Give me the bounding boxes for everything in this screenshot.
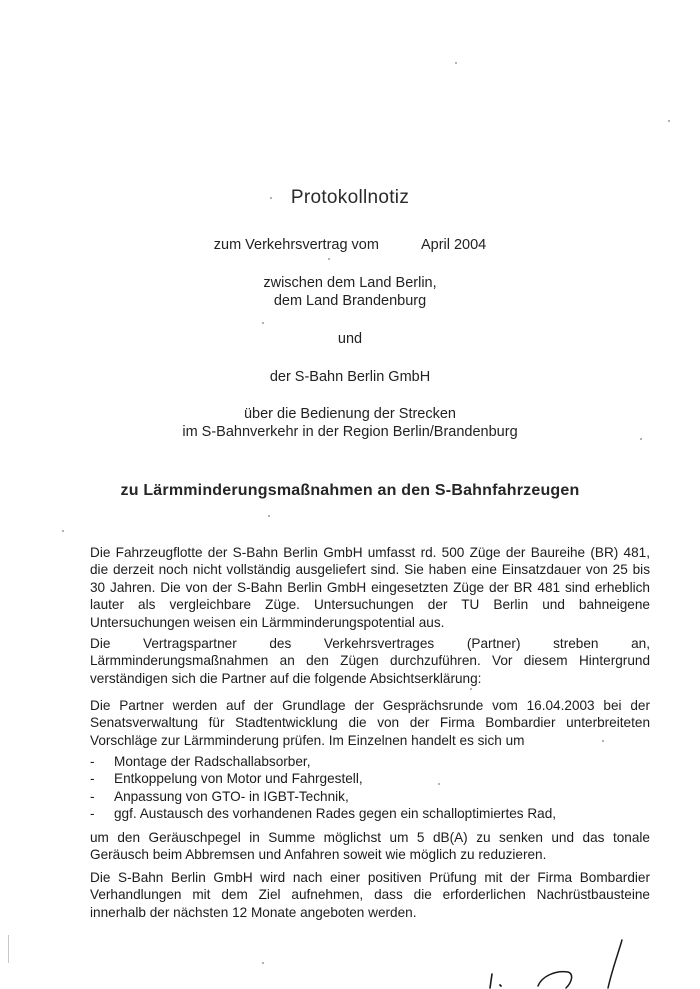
list-item-text: Anpassung von GTO- in IGBT-Technik, bbox=[114, 788, 349, 804]
paragraph-goal: um den Geräuschpegel in Summe möglichst um 5 dB(A) zu senken und das tonale Geräusch beim Abbremsen und Anfahren soweit wie möglich zu reduzieren. bbox=[90, 830, 650, 863]
conjunction-line: und bbox=[337, 331, 363, 347]
scope-line: über die Bedienung der Strecken bbox=[243, 406, 456, 422]
party-brandenburg-line: dem Land Brandenburg bbox=[273, 293, 427, 309]
scan-speck bbox=[62, 530, 64, 532]
list-item bbox=[90, 770, 650, 787]
handwritten-signature bbox=[470, 930, 640, 989]
contract-reference-prefix: zum Verkehrsvertrag vom bbox=[213, 237, 379, 253]
measures-list bbox=[90, 753, 650, 823]
party-berlin-line: zwischen dem Land Berlin, bbox=[263, 275, 437, 291]
scan-speck bbox=[328, 258, 330, 260]
list-item-text: Entkoppelung von Motor und Fahrgestell, bbox=[114, 771, 363, 787]
bullet-dash: - bbox=[90, 771, 95, 787]
scan-speck bbox=[262, 322, 264, 324]
document-subject: zu Lärmminderungsmaßnahmen an den S-Bahnfahrzeugen bbox=[120, 482, 580, 499]
scan-speck bbox=[268, 515, 270, 517]
bullet-dash: - bbox=[90, 754, 95, 769]
paragraph-negotiation: Die S-Bahn Berlin GmbH wird nach einer positiven Prüfung mit der Firma Bombardier Verhandlungen mit dem Ziel aufnehmen, dass die erforderlichen Nachrüstbausteine innerhalb der nächsten 12 Monate angeboten werden. bbox=[90, 870, 650, 920]
list-item-text: Montage der Radschallabsorber, bbox=[114, 754, 311, 769]
scan-speck bbox=[262, 962, 264, 964]
document-title: Protokollnotiz bbox=[290, 187, 410, 208]
paragraph-intent: Die Vertragspartner des Verkehrsvertrages (Partner) streben an, Lärmminderungsmaßnahmen an den Zügen durchzuführen. Vor diesem Hintergrund verständigen sich die Partner auf die folgende Absichtserklärung: bbox=[90, 636, 650, 686]
list-item-text: ggf. Austausch des vorhandenen Rades gegen ein schalloptimiertes Rad, bbox=[114, 806, 557, 822]
contract-date: April 2004 bbox=[420, 237, 487, 253]
paragraph-proposals: Die Partner werden auf der Grundlage der Gesprächsrunde vom 16.04.2003 bei der Senatsverwaltung für Stadtentwicklung die von der Firma Bombardier unterbreiteten Vorschläge zur Lärmminderung prüfen. Im Einzelnen handelt es sich um bbox=[90, 698, 650, 748]
party-sbahn-line: der S-Bahn Berlin GmbH bbox=[269, 369, 431, 385]
scan-speck bbox=[668, 120, 670, 122]
list-item bbox=[90, 805, 650, 822]
scan-speck bbox=[470, 688, 472, 690]
list-item bbox=[90, 753, 650, 770]
list-item bbox=[90, 788, 650, 805]
scan-speck bbox=[455, 62, 457, 64]
contract-reference-line bbox=[0, 236, 700, 254]
region-line: im S-Bahnverkehr in der Region Berlin/Brandenburg bbox=[182, 424, 518, 440]
scan-margin-mark bbox=[8, 935, 9, 963]
paragraph-fleet: Die Fahrzeugflotte der S-Bahn Berlin GmbH umfasst rd. 500 Züge der Baureihe (BR) 481, die derzeit noch nicht vollständig ausgeliefert sind. Sie haben eine Einsatzdauer von 25 bis 30 Jahren. Die von der S-Bahn Berlin GmbH eingesetzten Züge der BR 481 sind erheblich lauter als vergleichbare Züge. Untersuchungen der TU Berlin und bahneigene Untersuchungen weisen ein Lärmminderungspotential aus. bbox=[90, 545, 650, 630]
bullet-dash: - bbox=[90, 806, 95, 822]
bullet-dash: - bbox=[90, 788, 95, 804]
